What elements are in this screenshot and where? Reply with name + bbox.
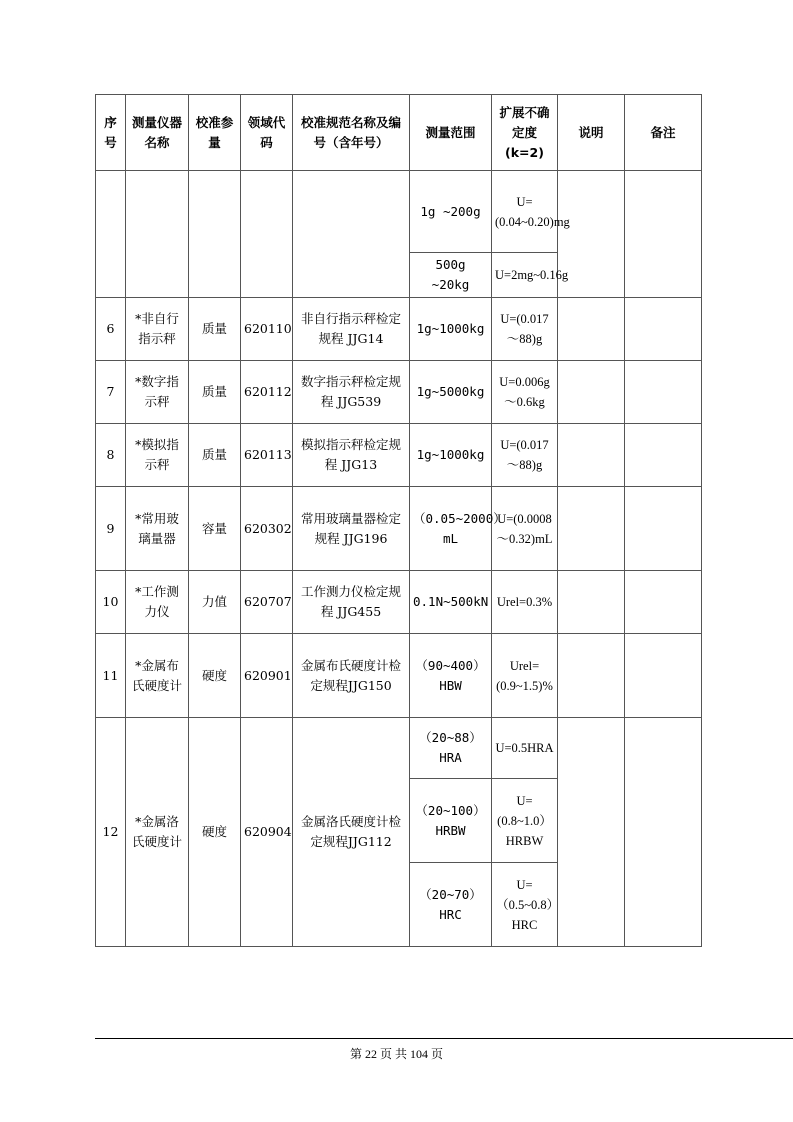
instrument-name: *模拟指示秤 <box>126 424 189 487</box>
param-cell: 硬度 <box>189 634 241 718</box>
header-range: 测量范围 <box>410 95 492 171</box>
page-number: 第 22 页 共 104 页 <box>349 1047 443 1061</box>
row-no: 11 <box>96 634 126 718</box>
param-cell: 容量 <box>189 487 241 571</box>
param-cell: 质量 <box>189 298 241 361</box>
row-no: 12 <box>96 718 126 947</box>
range-cell: 500g ~20kg <box>410 253 492 298</box>
table-row <box>96 487 702 571</box>
header-code: 领域代码 <box>241 95 293 171</box>
row-no: 8 <box>96 424 126 487</box>
param-cell: 质量 <box>189 424 241 487</box>
header-remark: 备注 <box>625 95 702 171</box>
range-cell: 0.1N~500kN <box>410 571 492 634</box>
spec-cell: 非自行指示秤检定规程 JJG14 <box>293 298 410 361</box>
instrument-name: *非自行指示秤 <box>126 298 189 361</box>
code-cell: 620302 <box>241 487 293 571</box>
range-cell: 1g~5000kg <box>410 361 492 424</box>
uncertainty-cell: U=(0.017～88)g <box>492 298 558 361</box>
row-no: 7 <box>96 361 126 424</box>
header-row <box>96 95 702 171</box>
range-cell: 1g ~200g <box>410 171 492 253</box>
code-cell: 620707 <box>241 571 293 634</box>
spec-cell: 数字指示秤检定规程 JJG539 <box>293 361 410 424</box>
spec-cell: 金属洛氏硬度计检定规程JJG112 <box>293 718 410 947</box>
row-no: 10 <box>96 571 126 634</box>
uncertainty-cell: Urel=0.3% <box>492 571 558 634</box>
range-cell: 1g~1000kg <box>410 298 492 361</box>
uncertainty-cell: U=(0.8~1.0）HRBW <box>492 779 558 863</box>
code-cell: 620112 <box>241 361 293 424</box>
header-instrument: 测量仪器名称 <box>126 95 189 171</box>
table-row <box>96 298 702 361</box>
header-note: 说明 <box>558 95 625 171</box>
code-cell: 620901 <box>241 634 293 718</box>
header-no: 序号 <box>96 95 126 171</box>
uncertainty-cell: U=(0.04~0.20)mg <box>492 171 558 253</box>
spec-cell: 金属布氏硬度计检定规程JJG150 <box>293 634 410 718</box>
uncertainty-cell: Urel=(0.9~1.5)% <box>492 634 558 718</box>
table-row <box>96 718 702 779</box>
table-row <box>96 571 702 634</box>
table-row <box>96 171 702 253</box>
range-cell: （0.05~2000）mL <box>410 487 492 571</box>
uncertainty-cell: U=2mg~0.16g <box>492 253 558 298</box>
table-row <box>96 424 702 487</box>
spec-cell: 常用玻璃量器检定规程 JJG196 <box>293 487 410 571</box>
param-cell: 硬度 <box>189 718 241 947</box>
code-cell: 620110 <box>241 298 293 361</box>
table-row <box>96 634 702 718</box>
uncertainty-cell: U=(0.017～88)g <box>492 424 558 487</box>
table-row <box>96 361 702 424</box>
instrument-name: *数字指示秤 <box>126 361 189 424</box>
instrument-name: *金属布氏硬度计 <box>126 634 189 718</box>
spec-cell: 模拟指示秤检定规程 JJG13 <box>293 424 410 487</box>
param-cell: 力值 <box>189 571 241 634</box>
uncertainty-cell: U=0.006g～0.6kg <box>492 361 558 424</box>
instrument-name: *工作测力仪 <box>126 571 189 634</box>
range-cell: 1g~1000kg <box>410 424 492 487</box>
header-param: 校准参量 <box>189 95 241 171</box>
spec-cell: 工作测力仪检定规程 JJG455 <box>293 571 410 634</box>
header-spec: 校准规范名称及编号（含年号） <box>293 95 410 171</box>
code-cell: 620113 <box>241 424 293 487</box>
uncertainty-cell: U=（0.5~0.8）HRC <box>492 863 558 947</box>
header-uncertainty: 扩展不确定度(k=2) <box>492 95 558 171</box>
row-no: 9 <box>96 487 126 571</box>
range-cell: （20~88）HRA <box>410 718 492 779</box>
instrument-name: *金属洛氏硬度计 <box>126 718 189 947</box>
param-cell: 质量 <box>189 361 241 424</box>
calibration-table <box>95 94 702 947</box>
uncertainty-cell: U=(0.0008～0.32)mL <box>492 487 558 571</box>
code-cell: 620904 <box>241 718 293 947</box>
range-cell: （90~400）HBW <box>410 634 492 718</box>
range-cell: （20~70）HRC <box>410 863 492 947</box>
row-no: 6 <box>96 298 126 361</box>
range-cell: （20~100）HRBW <box>410 779 492 863</box>
uncertainty-cell: U=0.5HRA <box>492 718 558 779</box>
instrument-name: *常用玻璃量器 <box>126 487 189 571</box>
footer-divider <box>95 1038 793 1039</box>
